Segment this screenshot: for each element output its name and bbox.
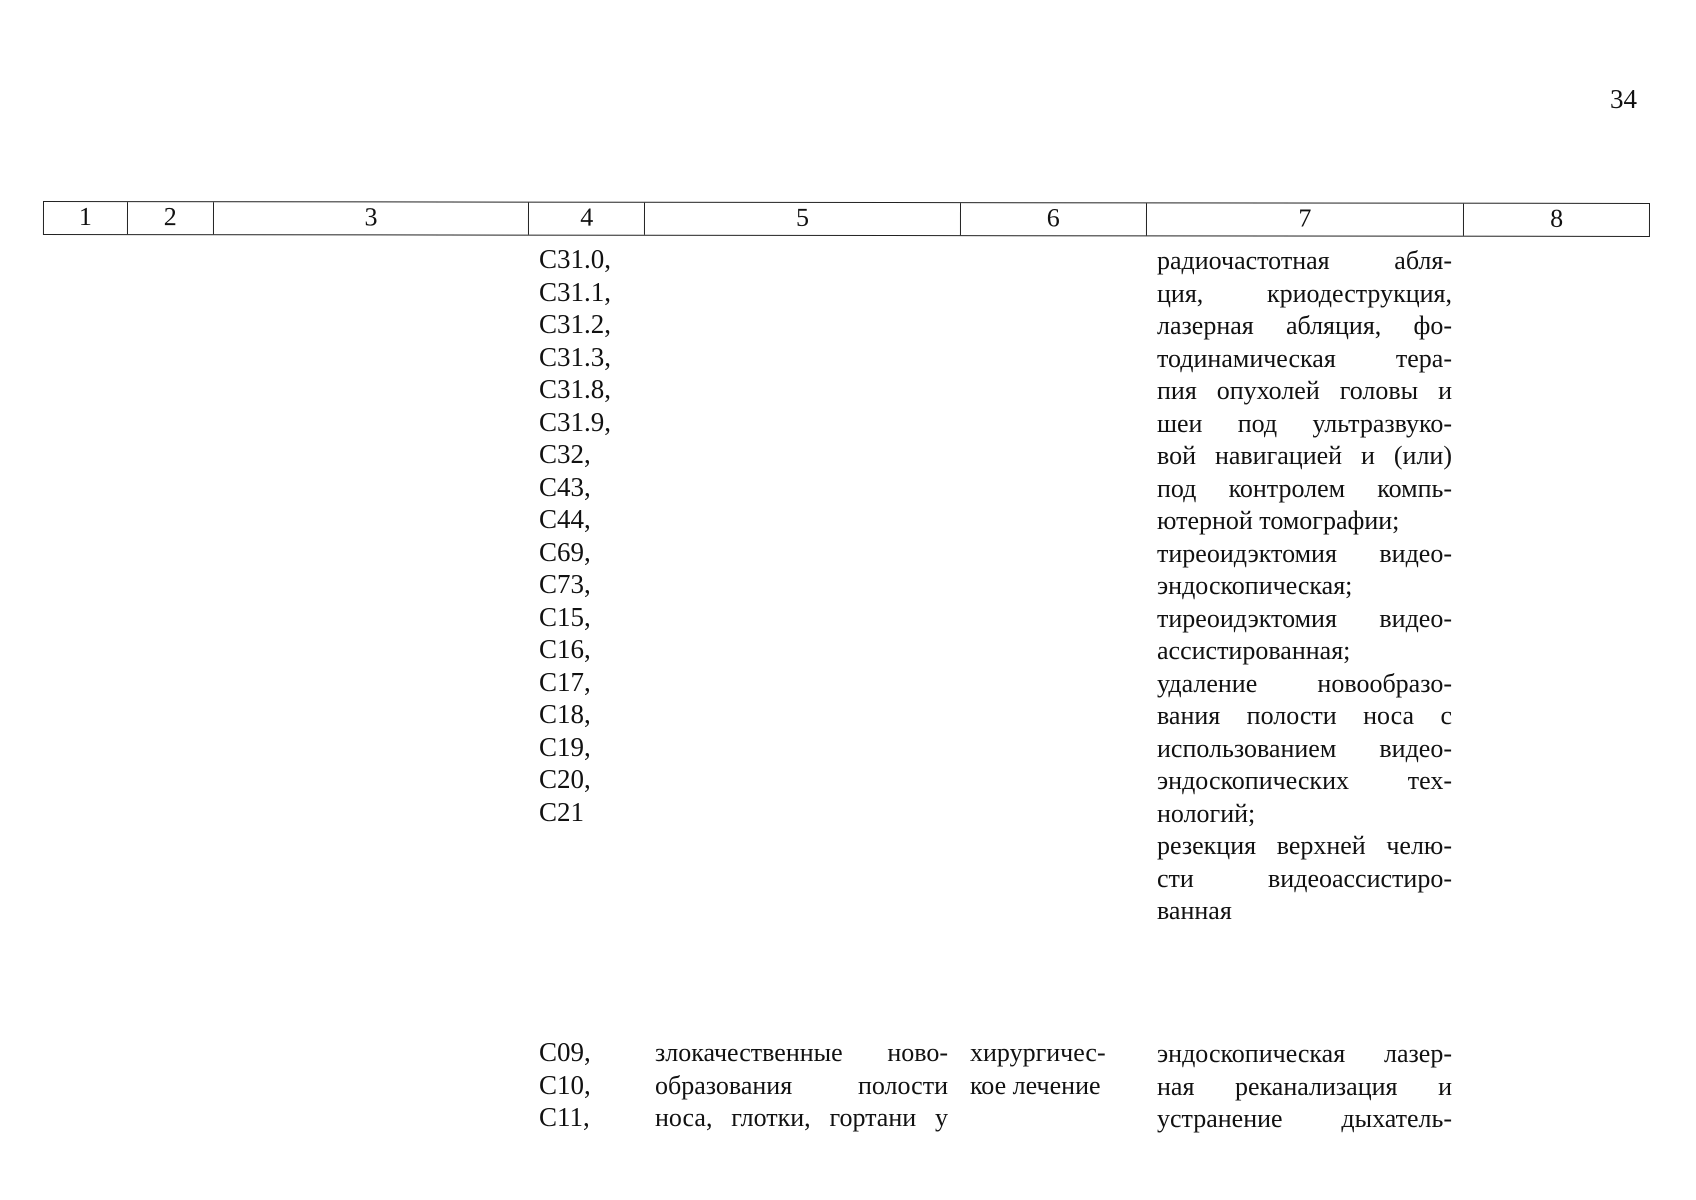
methods-line: устранение дыхатель- xyxy=(1157,1104,1452,1133)
treatment-type-block-2 xyxy=(970,1037,1140,1102)
methods-line: лазерная абляция, фо- xyxy=(1157,311,1452,340)
treatment-line: хирургичес- xyxy=(970,1038,1106,1067)
icd-code: C21 xyxy=(539,796,585,827)
methods-line: под контролем компь- xyxy=(1157,473,1452,503)
model-line: злокачественные ново- xyxy=(655,1038,948,1067)
methods-line: резекция верхней челю- xyxy=(1157,831,1452,860)
column-number-header xyxy=(43,201,1650,237)
column-header-1: 1 xyxy=(44,202,128,234)
icd-code: C43, xyxy=(539,471,591,502)
page-number: 34 xyxy=(1610,84,1637,114)
treatment-methods-block-1 xyxy=(1157,245,1452,928)
icd-code: C31.0, xyxy=(539,244,612,274)
methods-line: ванная xyxy=(1157,896,1232,925)
column-header-3: 3 xyxy=(214,202,530,234)
icd-code: C31.2, xyxy=(539,309,612,339)
methods-line: удаление новообразо- xyxy=(1157,668,1452,698)
icd-code: C19, xyxy=(539,731,591,762)
column-header-7: 7 xyxy=(1147,203,1465,235)
model-line: образования полости xyxy=(655,1070,948,1100)
icd-code: C10, xyxy=(539,1069,591,1100)
patient-model-block-2 xyxy=(655,1037,948,1135)
column-header-2: 2 xyxy=(128,202,214,234)
methods-line: нологий; xyxy=(1157,798,1256,828)
icd-code: C73, xyxy=(539,569,591,599)
treatment-methods-block-2 xyxy=(1157,1038,1452,1136)
methods-line: эндоскопическая лазер- xyxy=(1157,1039,1452,1068)
icd-codes-block-2 xyxy=(539,1036,649,1134)
icd-code: C31.1, xyxy=(539,276,612,307)
methods-line: вания полости носа с xyxy=(1157,701,1452,730)
methods-line: эндоскопических тех- xyxy=(1157,766,1452,795)
icd-code: C31.3, xyxy=(539,341,612,372)
methods-line: тодинамическая тера- xyxy=(1157,343,1452,373)
methods-line: вой навигацией и (или) xyxy=(1157,441,1452,470)
methods-line: тиреоидэктомия видео- xyxy=(1157,538,1452,568)
methods-line: ассистированная; xyxy=(1157,636,1351,665)
icd-code: C09, xyxy=(539,1037,591,1067)
model-line: носа, глотки, гортани у xyxy=(655,1103,948,1132)
methods-line: пия опухолей головы и xyxy=(1157,376,1452,405)
treatment-line: кое лечение xyxy=(970,1070,1101,1100)
methods-line: использованием видео- xyxy=(1157,733,1452,763)
icd-code: C69, xyxy=(539,536,591,567)
icd-code: C16, xyxy=(539,634,591,664)
methods-line: ция, криодеструкция, xyxy=(1157,278,1452,308)
methods-line: тиреоидэктомия видео- xyxy=(1157,603,1452,633)
icd-code: C44, xyxy=(539,504,591,534)
methods-line: шеи под ультразвуко- xyxy=(1157,408,1452,438)
icd-code: C20, xyxy=(539,764,591,794)
column-header-5: 5 xyxy=(645,203,961,235)
icd-code: C32, xyxy=(539,439,591,469)
icd-code: C18, xyxy=(539,699,591,729)
methods-line: ютерной томографии; xyxy=(1157,506,1400,535)
icd-code: C11, xyxy=(539,1102,590,1132)
column-header-6: 6 xyxy=(961,203,1147,235)
methods-line: ная реканализация и xyxy=(1157,1071,1452,1101)
column-header-4: 4 xyxy=(529,203,645,235)
icd-code: C31.8, xyxy=(539,374,612,404)
methods-line: эндоскопическая; xyxy=(1157,571,1353,600)
icd-codes-block-1 xyxy=(539,243,649,828)
column-header-8: 8 xyxy=(1550,203,1564,233)
icd-code: C17, xyxy=(539,666,591,697)
methods-line: сти видеоассистиро- xyxy=(1157,863,1452,893)
icd-code: C15, xyxy=(539,601,591,632)
icd-code: C31.9, xyxy=(539,406,612,437)
methods-line: радиочастотная абля- xyxy=(1157,246,1452,275)
